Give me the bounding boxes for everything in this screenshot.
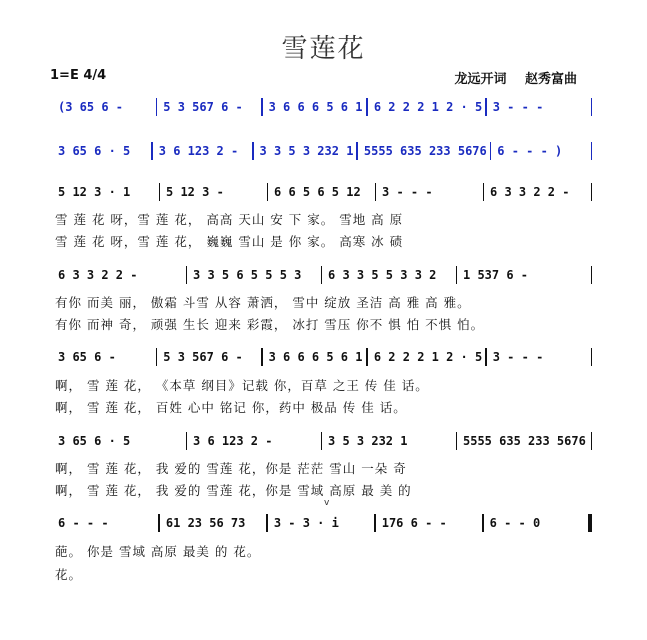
measure: 3 6 123 2 - bbox=[193, 434, 273, 448]
measure: (3 65 6 - bbox=[58, 100, 124, 114]
bar-line bbox=[591, 432, 593, 450]
bar-line bbox=[186, 432, 188, 450]
lyric-line-10: 花。 bbox=[55, 567, 83, 582]
bar-line bbox=[159, 183, 161, 201]
measure: 5555 635 233 5676 bbox=[463, 434, 586, 448]
bar-line bbox=[591, 183, 593, 201]
bar-line bbox=[374, 514, 376, 532]
measure: 3 5 3 232 1 bbox=[328, 434, 408, 448]
measure: 3 - - - bbox=[382, 185, 433, 199]
measure: 6 - - - bbox=[58, 516, 109, 530]
bar-line bbox=[267, 183, 269, 201]
bar-line bbox=[356, 142, 358, 160]
measure: 6 2 2 2 1 2 · 5 bbox=[373, 350, 483, 364]
staff-line-6 bbox=[55, 430, 595, 452]
bar-line bbox=[375, 183, 377, 201]
bar-line bbox=[321, 432, 323, 450]
measure: 5 12 3 - bbox=[166, 185, 224, 199]
bar-line bbox=[266, 514, 268, 532]
lyric-line-5: 啊， 雪 莲 花， 《本草 纲目》记载 你，百草 之王 传 佳 话。 bbox=[55, 378, 429, 393]
lyric-line-7: 啊， 雪 莲 花， 我 爱的 雪莲 花，你是 茫茫 雪山 一朵 奇 bbox=[55, 461, 407, 476]
measure: 5 3 567 6 - bbox=[163, 350, 243, 364]
bar-line bbox=[186, 266, 188, 284]
bar-line bbox=[158, 514, 160, 532]
lyric-line-6: 啊， 雪 莲 花， 百姓 心中 铭记 你，药中 极品 传 佳 话。 bbox=[55, 400, 407, 415]
bar-line bbox=[490, 142, 492, 160]
measure: 3 - 3 · i bbox=[273, 516, 339, 530]
measure: 6 3 3 2 2 - bbox=[58, 268, 138, 282]
bar-line bbox=[483, 183, 485, 201]
measure: 6 - - - ) bbox=[497, 144, 563, 158]
staff-line-5 bbox=[55, 346, 595, 368]
measure: 3 65 6 - bbox=[58, 350, 116, 364]
measure: 3 3 5 3 232 1 bbox=[259, 144, 354, 158]
measure: 3 65 6 · 5 bbox=[58, 144, 131, 158]
measure: 3 65 6 · 5 bbox=[58, 434, 131, 448]
measure: 5 3 567 6 - bbox=[163, 100, 243, 114]
staff-line-4 bbox=[55, 264, 595, 286]
composer-credit: 赵秀富曲 bbox=[524, 72, 577, 87]
bar-line bbox=[456, 432, 458, 450]
bar-line bbox=[456, 266, 458, 284]
bar-line bbox=[485, 348, 487, 366]
bar-line bbox=[591, 348, 593, 366]
measure: 3 6 6 6 5 6 1 bbox=[268, 350, 363, 364]
measure: 3 6 6 6 5 6 1 bbox=[268, 100, 363, 114]
measure: 6 - - 0 bbox=[489, 516, 541, 530]
lyric-line-8: 啊， 雪 莲 花， 我 爱的 雪莲 花，你是 雪域 高原 最 美 的 bbox=[55, 483, 412, 498]
measure: 6 3 3 5 5 3 3 2 bbox=[328, 268, 437, 282]
measure: 176 6 - - bbox=[381, 516, 447, 530]
bar-line bbox=[252, 142, 254, 160]
measure: 1 537 6 - bbox=[463, 268, 529, 282]
measure: 3 - - - bbox=[492, 350, 544, 364]
lyricist-credit: 龙远开词 bbox=[454, 72, 507, 87]
bar-line bbox=[591, 266, 593, 284]
bar-line bbox=[588, 514, 592, 532]
bar-line bbox=[591, 142, 593, 160]
bar-line bbox=[156, 98, 158, 116]
measure: 3 - - - bbox=[492, 100, 544, 114]
measure: 61 23 56 73 bbox=[165, 516, 246, 530]
staff-line-3 bbox=[55, 181, 595, 203]
song-credits bbox=[440, 68, 577, 87]
staff-line-7 bbox=[55, 512, 595, 534]
lyric-line-2: 雪 莲 花 呀，雪 莲 花， 巍巍 雪山 是 你 家。 高寒 冰 碛 bbox=[55, 234, 404, 249]
measure: 6 6 5 6 5 12 bbox=[274, 185, 361, 199]
measure: 6 3 3 2 2 - bbox=[490, 185, 570, 199]
bar-line bbox=[156, 348, 158, 366]
bar-line bbox=[482, 514, 484, 532]
bar-line bbox=[261, 348, 263, 366]
measure: 3 3 5 6 5 5 5 3 bbox=[193, 268, 302, 282]
lyric-line-4: 有你 而神 奇， 顽强 生长 迎来 彩霞， 冰打 雪压 你不 惧 怕 不惧 怕。 bbox=[55, 317, 485, 332]
bar-line bbox=[151, 142, 153, 160]
bar-line bbox=[485, 98, 487, 116]
bar-line bbox=[366, 98, 368, 116]
staff-line-2 bbox=[55, 140, 595, 162]
measure: 6 2 2 2 1 2 · 5 bbox=[373, 100, 483, 114]
lyric-line-1: 雪 莲 花 呀，雪 莲 花， 高高 天山 安 下 家。 雪地 高 原 bbox=[55, 212, 404, 227]
measure: 5 12 3 · 1 bbox=[58, 185, 131, 199]
bar-line bbox=[366, 348, 368, 366]
bar-line bbox=[321, 266, 323, 284]
staff-line-1 bbox=[55, 96, 595, 118]
breath-mark: v bbox=[324, 498, 330, 508]
bar-line bbox=[591, 98, 593, 116]
bar-line bbox=[261, 98, 263, 116]
measure: 3 6 123 2 - bbox=[158, 144, 239, 158]
key-time-signature: 1=E 4/4 bbox=[50, 68, 107, 83]
lyric-line-3: 有你 而美 丽， 傲霜 斗雪 从容 萧洒， 雪中 绽放 圣洁 高 雅 高 雅。 bbox=[55, 295, 471, 310]
lyric-line-9: 葩。 你是 雪域 高原 最美 的 花。 bbox=[55, 544, 261, 559]
measure: 5555 635 233 5676 bbox=[363, 144, 487, 158]
song-title: 雪莲花 bbox=[281, 34, 366, 64]
